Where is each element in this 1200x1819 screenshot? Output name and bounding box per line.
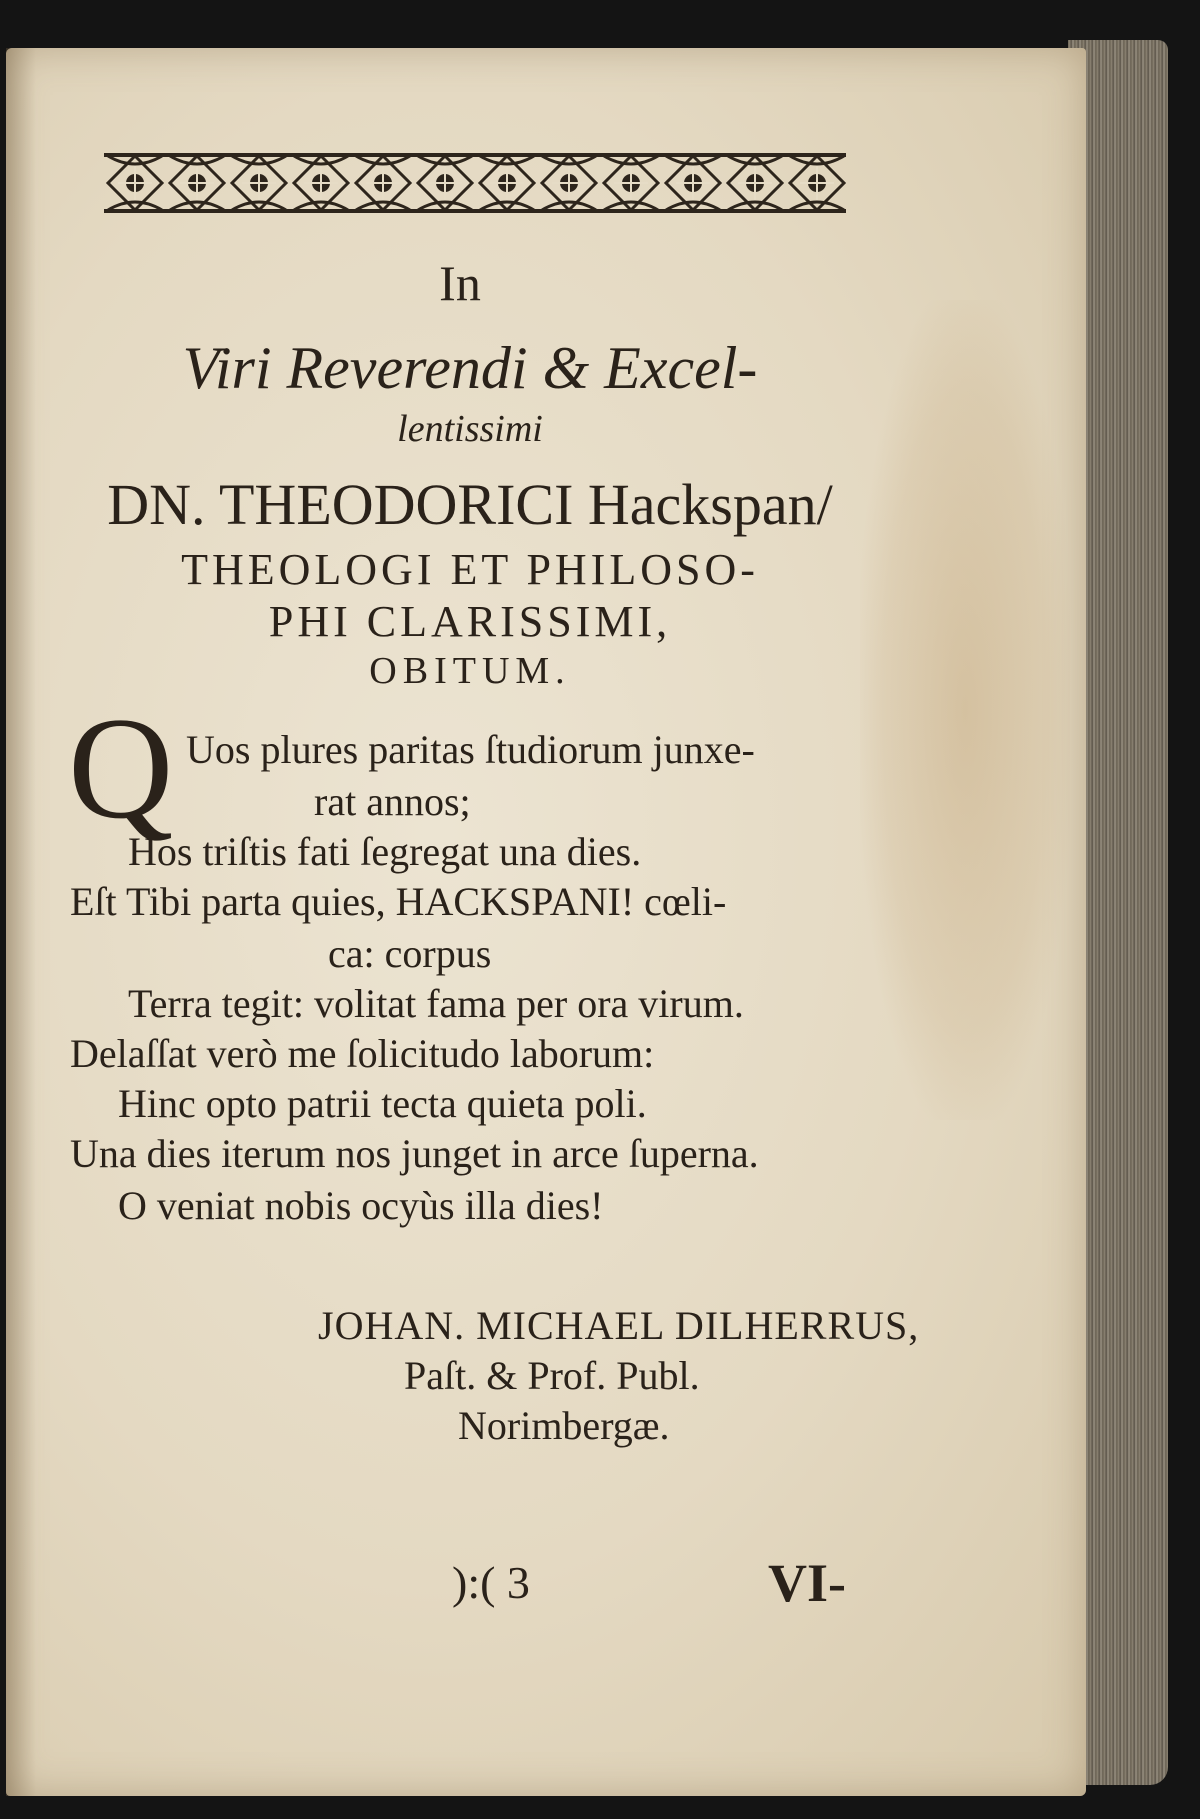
signature-name: JOHAN. MICHAEL DILHERRUS,: [318, 1303, 920, 1348]
catchword: VI-: [768, 1553, 846, 1613]
heading-line-4: THEOLOGI ET PHILOSO-: [181, 545, 759, 594]
poem-line-10: O veniat nobis ocyùs illa dies!: [118, 1183, 604, 1228]
poem-line-5: ca: corpus: [328, 931, 492, 976]
poem-line-1: Uos plures paritas ſtudiorum junxe-: [186, 727, 755, 772]
gutter-shadow: [6, 48, 36, 1796]
poem-line-4: Eſt Tibi parta quies, HACKSPANI! cœli-: [70, 879, 727, 924]
poem-line-2: rat annos;: [314, 779, 471, 824]
heading-in: In: [439, 255, 481, 311]
heading-name: DN. THEODORICI Hackspan/: [107, 472, 833, 537]
poem-line-6: Terra tegit: volitat fama per ora virum.: [128, 981, 744, 1026]
poem-line-9: Una dies iterum nos junget in arce ſuperna.: [70, 1131, 759, 1176]
signature-place: Norimbergæ.: [458, 1403, 670, 1448]
poem-line-8: Hinc opto patrii tecta quieta poli.: [118, 1081, 647, 1126]
heading-line-2: lentissimi: [397, 408, 543, 450]
ornamental-header-band: [104, 152, 846, 214]
signature-title: Paſt. & Prof. Publ.: [404, 1353, 700, 1398]
heading-line-1: Viri Reverendi & Excel-: [182, 335, 758, 401]
heading-line-5: PHI CLARISSIMI,: [268, 597, 672, 646]
signature-mark: ):( 3: [452, 1557, 530, 1608]
drop-capital: Q: [68, 687, 174, 849]
poem-line-7: Delaſſat verò me ſolicitudo laborum:: [70, 1031, 655, 1076]
heading-line-6: OBITUM.: [369, 650, 571, 692]
poem-line-3: Hos triſtis fati ſegregat una dies.: [128, 829, 642, 874]
